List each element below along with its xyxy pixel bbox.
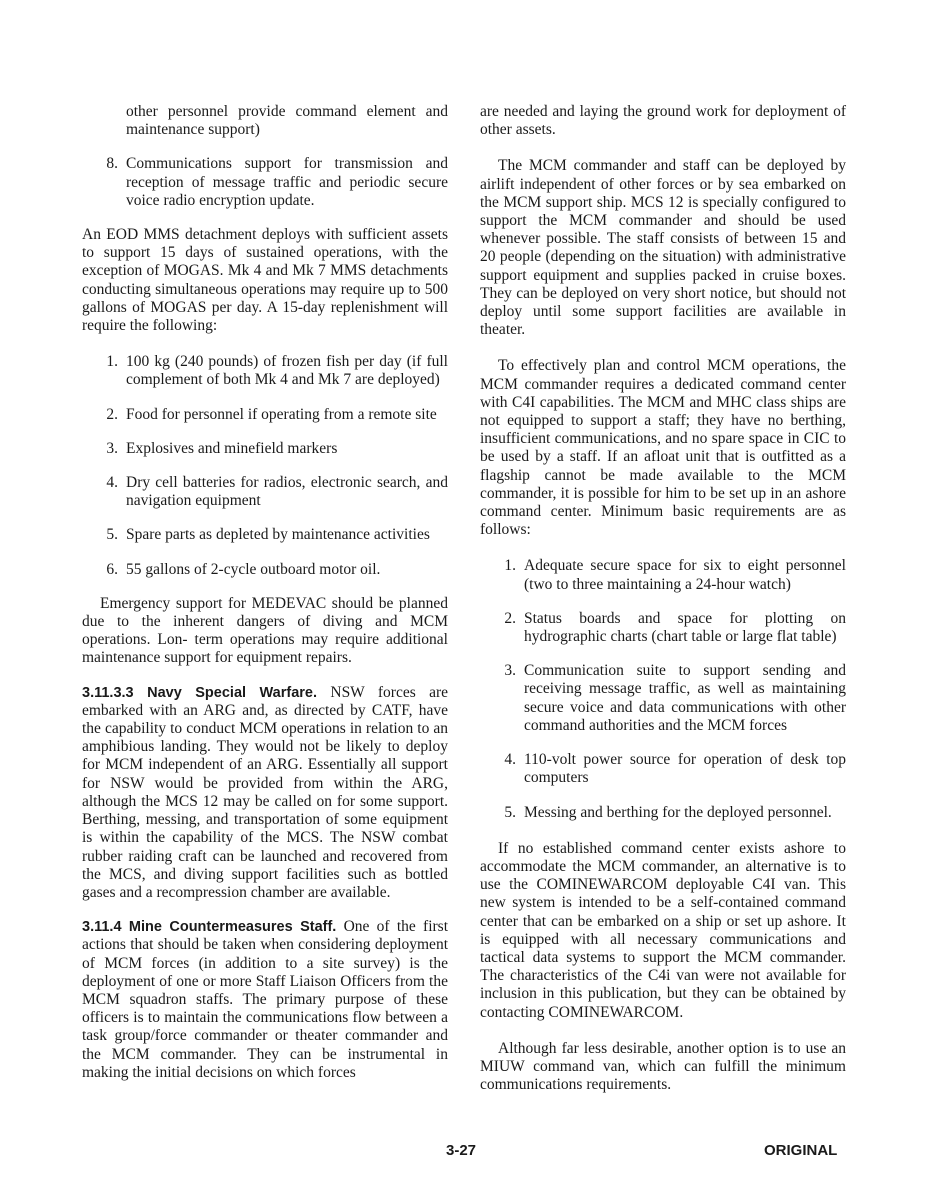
list-text: Spare parts as depleted by maintenance activities [126, 526, 430, 544]
paragraph-staff: The MCM commander and staff can be deployed by airlift independent of other forces or by sea embarked on the MCM support ship. MCS 12 is specially configured to support the MCM commander and should be used whenever possible. The staff consists of between 15 and 20 people (depending on the situation) with administrative support equipment and supplies packed in cruise boxes. They can be deployed on very short notice, but should not deploy until some support facilities are available in theater. [480, 157, 846, 339]
list-number: 1. [106, 353, 118, 371]
list-number: 5. [106, 526, 118, 544]
list-item [480, 804, 846, 822]
list-text: Food for personnel if operating from a remote site [126, 405, 437, 423]
section-text: One of the first actions that should be taken when considering deployment of MCM forces (in addition to a site survey) is the deployment of one or more Staff Liaison Officers from the MCM squadron staffs. The primary purpose of these officers is to maintain the communications flow between a task group/force commander or theater commander and the MCM commander. They can be instrumental in making the initial decisions on which forces [82, 918, 449, 1081]
paragraph-miuw: Although far less desirable, another option is to use an MIUW command van, which can fulfill the minimum communications requirements. [480, 1039, 846, 1094]
list-item [480, 751, 846, 787]
list-text: Dry cell batteries for radios, electronic search, and navigation equipment [126, 474, 448, 510]
list-number: 3. [504, 662, 516, 680]
list-item [82, 474, 448, 510]
list-number: 1. [504, 557, 516, 575]
list-number: 5. [504, 803, 516, 821]
document-status: ORIGINAL [764, 1142, 838, 1159]
paragraph-continuation: are needed and laying the ground work for deployment of other assets. [480, 103, 846, 139]
paragraph-eod: An EOD MMS detachment deploys with sufficient assets to support 15 days of sustained operations, with the exception of MOGAS. Mk 4 and Mk 7 MMS detachments conducting simultaneous operations may require up to 500 gallons of MOGAS per day. A 15-day replenishment will require the following: [82, 226, 448, 335]
paragraph-planning: To effectively plan and control MCM operations, the MCM commander requires a dedicated command center with C4I capabilities. The MCM and MHC class ships are not equipped to support a staff; they have no berthing, insufficient communications, and no spare space in CIC to be used by a staff. If an afloat unit that is outfitted as a flagship cannot be made available to the MCM commander, it is possible for him to be set up in an ashore command center. Minimum basic requirements are as follows: [480, 357, 846, 539]
paragraph-emergency: Emergency support for MEDEVAC should be planned due to the inherent dangers of diving and MCM operations. Lon- term operations may require additional maintenance support for equipment repairs. [82, 594, 448, 667]
list-text: 100 kg (240 pounds) of frozen fish per day (if full complement of both Mk 4 and Mk 7 are deployed) [126, 353, 448, 389]
list-item [480, 610, 846, 646]
list-item [82, 353, 448, 389]
list-text: Communication suite to support sending and receiving message traffic, as well as maintaining secure voice and data communications with other command authorities and the MCM forces [524, 662, 846, 734]
page-number: 3-27 [446, 1142, 477, 1159]
list-item [82, 526, 448, 544]
list-number: 4. [106, 474, 118, 492]
list-item [82, 406, 448, 424]
section-mine-countermeasures-staff [82, 918, 448, 1082]
paragraph-c4i-van: If no established command center exists ashore to accommodate the MCM commander, an alternative is to use the COMINEWARCOM deployable C4I van. This new system is intended to be a self-contained command center that can be embarked on a ship or set up ashore. It is equipped with all necessary communications and tactical data systems to support the MCM commander. The characteristics of the C4i van were not available for inclusion in this publication, but they can be obtained by contacting COMINEWARCOM. [480, 839, 846, 1021]
section-text: NSW forces are embarked with an ARG and, as directed by CATF, have the capability to conduct MCM operations in relation to an amphibious landing. They would not be likely to deploy for MCM independent of an ARG. Essentially all support for NSW would be provided from within the ARG, although the MCS 12 may be called on for some support. Berthing, messing, and transportation of some equipment is within the capability of the MCS. The NSW combat rubber raiding craft can be launched and recovered from the MCS, and diving support facilities such as bottled gases and a recompression chamber are available. [82, 683, 449, 901]
list-item [480, 662, 846, 735]
section-navy-special-warfare [82, 684, 448, 902]
list-text: Explosives and minefield markers [126, 439, 338, 457]
list-item [82, 440, 448, 458]
list-item-continuation: other personnel provide command element and maintenance support) [126, 103, 448, 139]
list-text: 55 gallons of 2-cycle outboard motor oil. [126, 560, 381, 578]
list-number: 8. [106, 155, 118, 173]
list-number: 2. [106, 405, 118, 423]
section-heading: 3.11.3.3 Navy Special Warfare. [82, 684, 318, 701]
list-number: 2. [504, 609, 516, 627]
list-number: 6. [106, 560, 118, 578]
list-item [480, 557, 846, 593]
list-text: Status boards and space for plotting on hydrographic charts (chart table or large flat table) [524, 609, 846, 646]
list-text: 110-volt power source for operation of desk top computers [524, 751, 846, 787]
list-item [82, 155, 448, 210]
list-number: 3. [106, 439, 118, 457]
list-text: Messing and berthing for the deployed personnel. [524, 803, 832, 821]
section-heading: 3.11.4 Mine Countermeasures Staff. [82, 919, 337, 936]
left-column [82, 103, 448, 1082]
list-item [82, 561, 448, 579]
list-text: Communications support for transmission and reception of message traffic and periodic secure voice radio encryption update. [126, 155, 448, 209]
right-column [480, 103, 846, 1094]
list-number: 4. [504, 751, 516, 769]
list-text: Adequate secure space for six to eight personnel (two to three maintaining a 24-hour watch) [524, 557, 846, 593]
